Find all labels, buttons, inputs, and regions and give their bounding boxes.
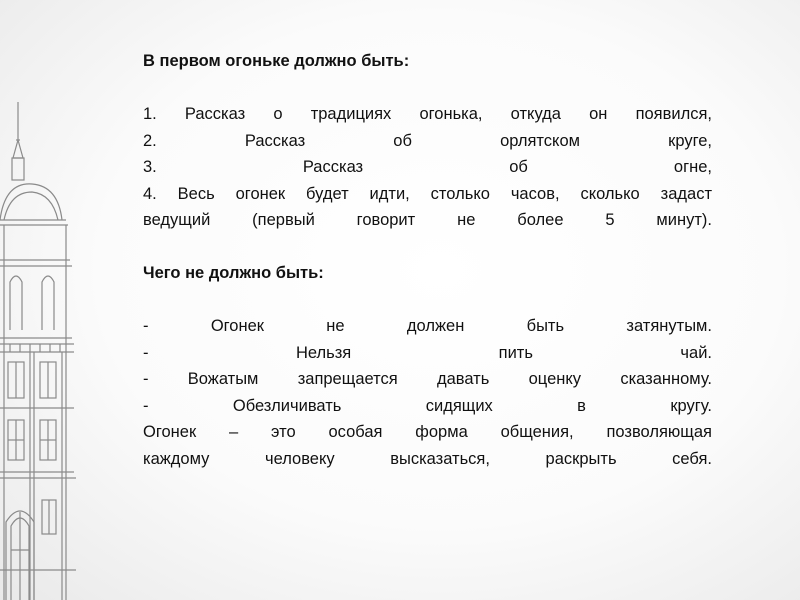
list-item: 4. Весь огонек будет идти, столько часов, сколько задаст	[143, 184, 712, 203]
list-item: - Вожатым запрещается давать оценку сказанному.	[143, 370, 712, 388]
spacer	[143, 234, 712, 261]
forbidden-list	[143, 313, 712, 472]
list-item: - Огонек не должен быть затянутым.	[143, 317, 712, 335]
spacer	[143, 75, 712, 102]
list-item: Огонек – это особая форма общения, позволяющая	[143, 423, 712, 441]
spacer	[143, 287, 712, 314]
list-item: 1. Рассказ о традициях огонька, откуда он появился,	[143, 105, 712, 123]
building-illustration	[0, 100, 80, 600]
list-item: - Нельзя пить чай.	[143, 343, 712, 362]
list-item: каждому человеку высказаться, раскрыть себя.	[143, 449, 712, 468]
list-item: - Обезличивать сидящих в кругу.	[143, 396, 712, 415]
list-item: 3. Рассказ об огне,	[143, 158, 712, 176]
list-item: 2. Рассказ об орлятском круге,	[143, 131, 712, 150]
slide-content	[143, 48, 712, 472]
required-list	[143, 101, 712, 234]
list-item: ведущий (первый говорит не более 5 минут).	[143, 211, 712, 229]
section-heading-required: В первом огоньке должно быть:	[143, 52, 410, 70]
section-heading-forbidden: Чего не должно быть:	[143, 264, 324, 282]
